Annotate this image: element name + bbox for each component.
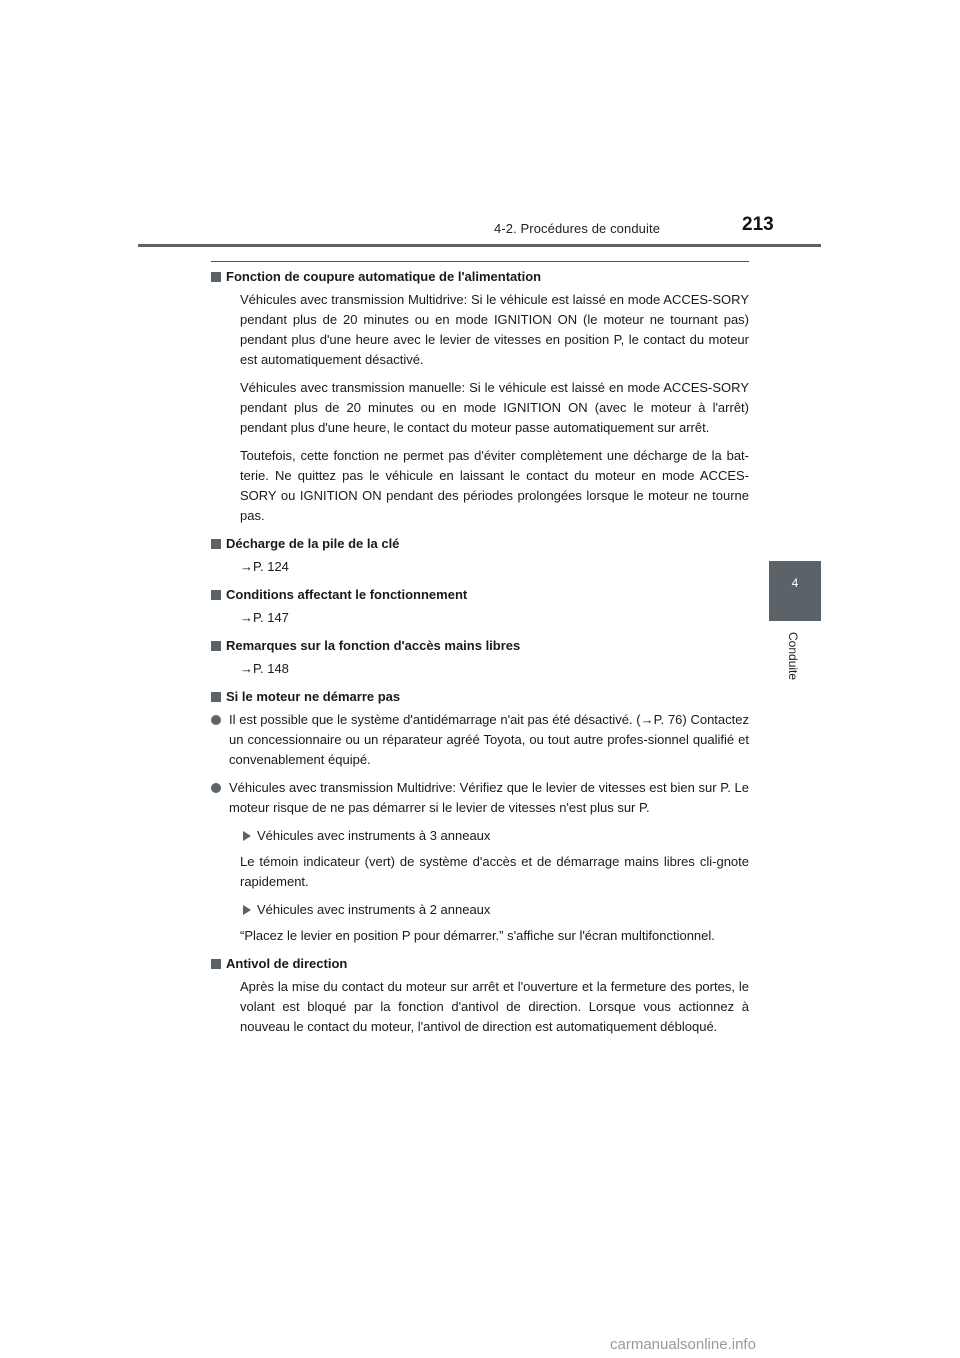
paragraph: Toutefois, cette fonction ne permet pas d'éviter complètement une décharge de la bat-terie. Ne quittez pas le véhicule en laissant le contact du moteur en mode ACCES-SORY ou IGNITION ON pendant des périodes prolongées lorsque le moteur ne tourne pas. [240, 448, 749, 523]
paragraph: Après la mise du contact du moteur sur arrêt et l'ouverture et la fermeture des portes, le volant est bloqué par la fonction d'antivol de direction. Lorsque vous actionnez à nouveau le contact du moteur, l'antivol de direction est automatiquement débloqué. [240, 979, 749, 1034]
square-bullet-icon [211, 959, 221, 969]
chapter-tab-label: Conduite [786, 632, 800, 681]
section-title: Si le moteur ne démarre pas [226, 689, 401, 704]
sub-condition-label: Véhicules avec instruments à 3 anneaux [257, 828, 491, 843]
page-content [211, 265, 749, 1045]
section-heading [211, 687, 749, 707]
list-item-text: Véhicules avec transmission Multidrive: Vérifiez que le levier de vitesses est bien sur P. Le moteur risque de ne pas démarrer si le levier de vitesses n'est plus sur P. [229, 780, 749, 815]
chapter-tab [769, 561, 821, 621]
section-title: Conditions affectant le fonctionnement [226, 587, 468, 602]
square-bullet-icon [211, 641, 221, 651]
chapter-title: 4-2. Procédures de conduite [494, 221, 661, 236]
section-heading [211, 585, 749, 605]
list-item [211, 710, 749, 770]
section-heading [211, 636, 749, 656]
square-bullet-icon [211, 692, 221, 702]
square-bullet-icon [211, 590, 221, 600]
section-title: Antivol de direction [226, 956, 348, 971]
triangle-bullet-icon [243, 905, 251, 915]
header-rule [138, 244, 821, 247]
section-heading [211, 534, 749, 554]
square-bullet-icon [211, 272, 221, 282]
section-heading [211, 954, 749, 974]
page-number: 213 [742, 214, 774, 235]
sub-condition [240, 900, 749, 920]
square-bullet-icon [211, 539, 221, 549]
paragraph: Le témoin indicateur (vert) de système d'accès et de démarrage mains libres cli-gnote rapidement. [240, 854, 749, 889]
paragraph: Véhicules avec transmission manuelle: Si le véhicule est laissé en mode ACCES-SORY pendant plus de 20 minutes ou en mode IGNITION ON (avec le moteur à l'arrêt) pendant plus d'une heure, le contact du moteur passe automatiquement sur arrêt. [240, 380, 749, 435]
circle-bullet-icon [211, 783, 221, 793]
chapter-tab-number: 4 [791, 576, 799, 590]
triangle-bullet-icon [243, 831, 251, 841]
watermark: carmanualsonline.info [610, 1336, 756, 1353]
paragraph: Véhicules avec transmission Multidrive: Si le véhicule est laissé en mode ACCES-SORY pendant plus de 20 minutes ou en mode IGNITION ON (le moteur ne tournant pas) pendant plus d'une heure avec le levier de vitesses en position P, le contact du moteur est automatiquement désactivé. [240, 292, 749, 367]
sub-condition [240, 826, 749, 846]
page-reference: →P. 147 [240, 610, 289, 625]
section-title: Fonction de coupure automatique de l'alimentation [226, 269, 542, 284]
list-item [211, 778, 749, 818]
section-title: Remarques sur la fonction d'accès mains libres [226, 638, 521, 653]
sub-condition-label: Véhicules avec instruments à 2 anneaux [257, 902, 491, 917]
section-rule [211, 261, 749, 262]
section-title: Décharge de la pile de la clé [226, 536, 400, 551]
section-heading [211, 267, 749, 287]
list-item-text: Il est possible que le système d'antidémarrage n'ait pas été désactivé. (→P. 76) Contactez un concessionnaire ou un réparateur agréé Toyota, ou tout autre profes-sionnel qualifié et convenablement équipé. [229, 712, 749, 767]
circle-bullet-icon [211, 715, 221, 725]
paragraph: “Placez le levier en position P pour démarrer.” s'affiche sur l'écran multifonctionnel. [240, 928, 715, 943]
page-reference: →P. 124 [240, 559, 289, 574]
page-reference: →P. 148 [240, 661, 289, 676]
